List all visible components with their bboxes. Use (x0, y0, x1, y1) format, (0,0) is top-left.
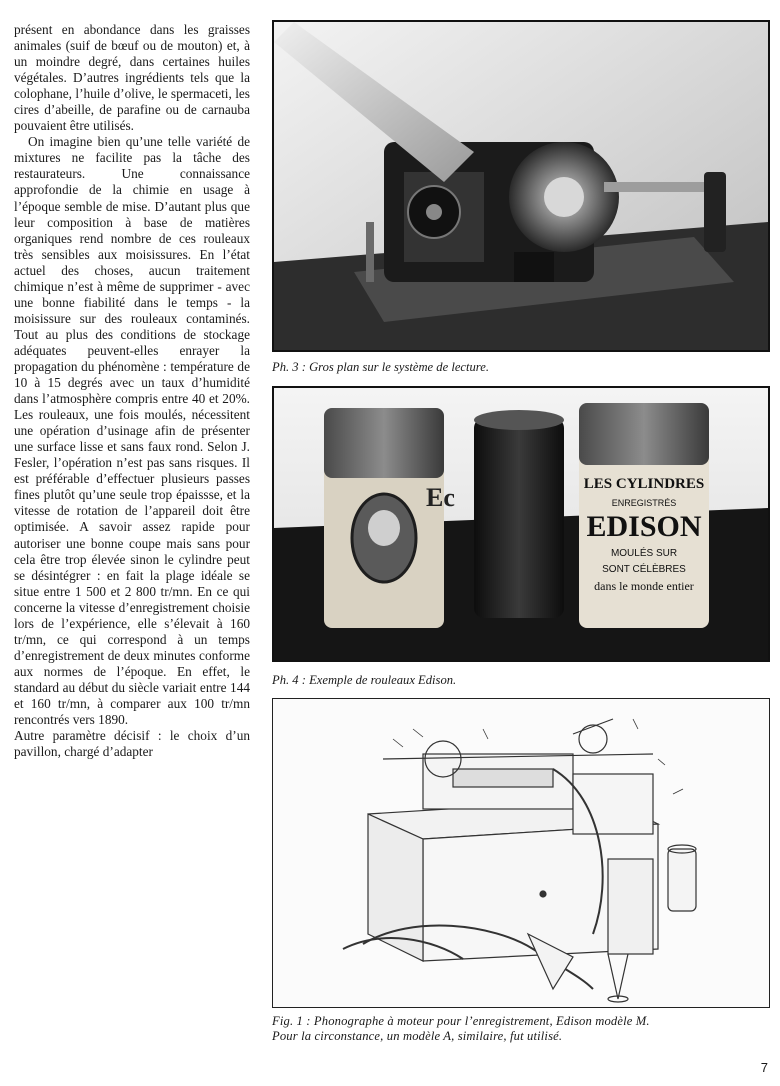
right-can-line-2: ENREGISTRÉS (611, 498, 677, 508)
caption-figure-1-line-1: Fig. 1 : Phonographe à moteur pour l’enregistrement, Edison modèle M. (272, 1014, 650, 1028)
paragraph-2: On imagine bien qu’une telle variété de mixtures ne facilite pas la tâche des restaurateurs. Une connaissance approfondie de la chimie en usage à l’époque semble de mise. D’autant plus que leur composition à base de matières organiques rend nombre de ces rouleaux très sensibles aux moisissures. En l’état actuel des choses, aucun traitement chimique n’est à même de supprimer - avec une bonne fiabilité dans le temps - la moisissure sur des rouleaux contaminés. Tout au plus des conditions de stockage adéquates peuvent-elles enrayer la propagation du phénomène : température de 10 à 15 degrés avec un taux d’humidité dans l’atmosphère compris entre 40 et 20%. Les rouleaux, une fois moulés, nécessitent une opération d’usinage afin de présenter une surface lisse et sans faux rond. Selon J. Fesler, l’opération n’est pas sans risques. Il est préférable d’effectuer plusieurs passes fines plutôt qu’une seule trop épaissse, et la vitesse de rotation de l’appareil doit être optimisée. A savoir assez rapide pour autoriser une bonne coupe mais sans pour cela être trop élevée sinon le cylindre peut se désintégrer : en fait la plage idéale se situe entre 1 500 et 2 800 tr/mn. En ce qui concerne la vitesse d’enregistrement choisie lors de l’expérience, elle s’élevait à 160 tr/mn, ce qui correspond à un temps d’enregistrement de deux minutes conforme aux normes de l’époque. En effet, le standard au début du siècle variait entre 144 et 160 tr/mn, à comparer aux 100 tr/mn rencontrés vers 1890. (14, 134, 250, 728)
photo-edison-cylinders (272, 386, 770, 662)
photo-reading-system (272, 20, 770, 352)
caption-figure-1-line-2: Pour la circonstance, un modèle A, similaire, fut utilisé. (272, 1029, 563, 1043)
caption-photo-3: Ph. 3 : Gros plan sur le système de lecture. (272, 360, 489, 374)
page-number: 7 (760, 1060, 768, 1075)
right-can-line-6: dans le monde entier (594, 579, 694, 593)
paragraph-3: Autre paramètre décisif : le choix d’un pavillon, chargé d’adapter (14, 728, 250, 760)
right-can-line-3: EDISON (586, 510, 702, 543)
left-can-label: Ec (426, 483, 455, 512)
article-body (14, 22, 250, 760)
caption-figure-1 (272, 1014, 772, 1044)
right-can-line-5: SONT CÉLÈBRES (602, 564, 686, 575)
right-can-line-1: LES CYLINDRES (583, 476, 705, 492)
paragraph-1: présent en abondance dans les graisses animales (suif de bœuf ou de mouton) et, à un moindre degré, dans certaines huiles végétales. D’autres ingrédients tels que la colophane, l’huile d’olive, le spermaceti, les cires d’abeille, de parafine ou de carnauba pouvaient être utilisés. (14, 22, 250, 134)
caption-photo-4: Ph. 4 : Exemple de rouleaux Edison. (272, 673, 457, 687)
figure-phonograph-engraving (272, 698, 770, 1008)
right-can-line-4: MOULÉS SUR (610, 548, 678, 559)
